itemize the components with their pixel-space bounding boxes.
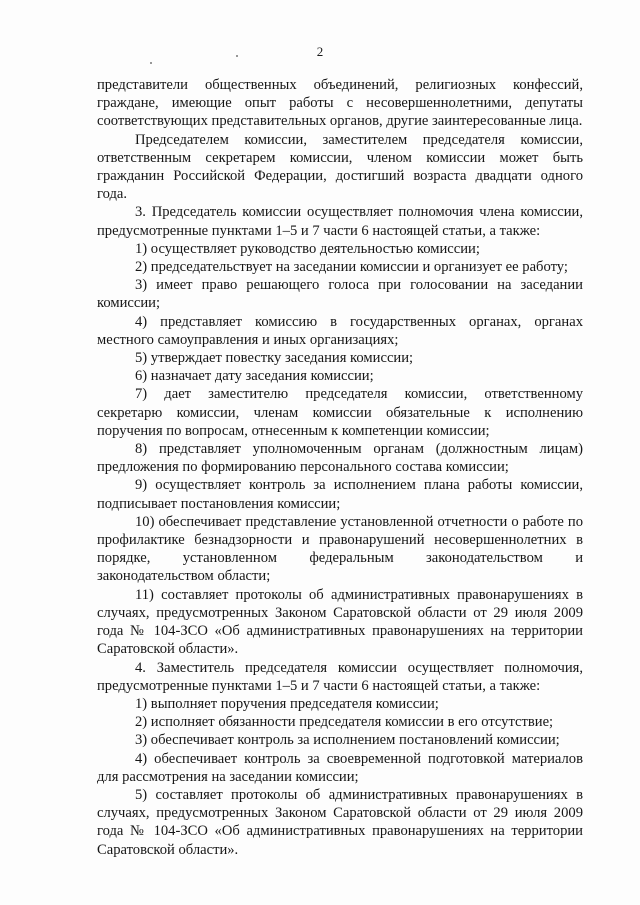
- list-item: 3) обеспечивает контроль за исполнением постановлений комиссии;: [135, 732, 560, 749]
- list-item: 9) осуществляет контроль за исполнением плана работы комиссии, подписывает постановления комиссии;: [97, 477, 583, 512]
- scan-speck: [150, 62, 152, 64]
- list-item: 2) председательствует на заседании комиссии и организует ее работу;: [135, 259, 568, 276]
- list-item: 8) представляет уполномоченным органам (должностным лицам) предложения по формированию персонального состава комиссии;: [97, 441, 583, 476]
- list-item: 5) утверждает повестку заседания комиссии;: [135, 350, 414, 367]
- list-item: 1) выполняет поручения председателя комиссии;: [135, 695, 439, 712]
- list-item: 3) имеет право решающего голоса при голосовании на заседании комиссии;: [97, 277, 583, 312]
- list-item: 4) представляет комиссию в государственных органах, органах местного самоуправления и иных организациях;: [97, 313, 583, 348]
- list-item: 7) дает заместителю председателя комиссии, ответственному секретарю комиссии, членам комиссии обязательные к исполнению поручения по вопросам, отнесенным к компетенции комиссии;: [97, 386, 583, 439]
- list-item: 10) обеспечивает представление установленной отчетности о работе по профилактике безнадзорности и правонарушений несовершеннолетних в порядке, установленном федеральным законодательством и законодательством области;: [97, 513, 583, 585]
- document-body: [97, 76, 583, 859]
- list-item: 5) составляет протоколы об административных правонарушениях в случаях, предусмотренных Законом Саратовской области от 29 июля 2009 года № 104-ЗСО «Об административных правонарушениях на территории Саратовской области».: [97, 786, 583, 858]
- paragraph: Председателем комиссии, заместителем председателя комиссии, ответственным секретарем комиссии, членом комиссии может быть гражданин Российской Федерации, достигший возраста двадцати одного года.: [97, 131, 583, 203]
- paragraph: 4. Заместитель председателя комиссии осуществляет полномочия, предусмотренные пунктами 1–5 и 7 части 6 настоящей статьи, а также:: [97, 659, 583, 694]
- scan-speck: [236, 55, 238, 57]
- list-item: 6) назначает дату заседания комиссии;: [135, 368, 374, 385]
- list-item: 4) обеспечивает контроль за своевременной подготовкой материалов для рассмотрения на заседании комиссии;: [97, 750, 583, 785]
- list-item: 1) осуществляет руководство деятельностью комиссии;: [135, 240, 480, 257]
- list-item: 2) исполняет обязанности председателя комиссии в его отсутствие;: [135, 714, 554, 731]
- paragraph: 3. Председатель комиссии осуществляет полномочия члена комиссии, предусмотренные пунктами 1–5 и 7 части 6 настоящей статьи, а также:: [97, 204, 583, 239]
- page-number: 2: [316, 44, 324, 59]
- paragraph: представители общественных объединений, религиозных конфессий, граждане, имеющие опыт работы с несовершеннолетними, депутаты соответствующих представительных органов, другие заинтересованные лица.: [97, 77, 583, 130]
- list-item: 11) составляет протоколы об административных правонарушениях в случаях, предусмотренных Законом Саратовской области от 29 июля 2009 года № 104-ЗСО «Об административных правонарушениях на территории Саратовской области».: [97, 586, 583, 658]
